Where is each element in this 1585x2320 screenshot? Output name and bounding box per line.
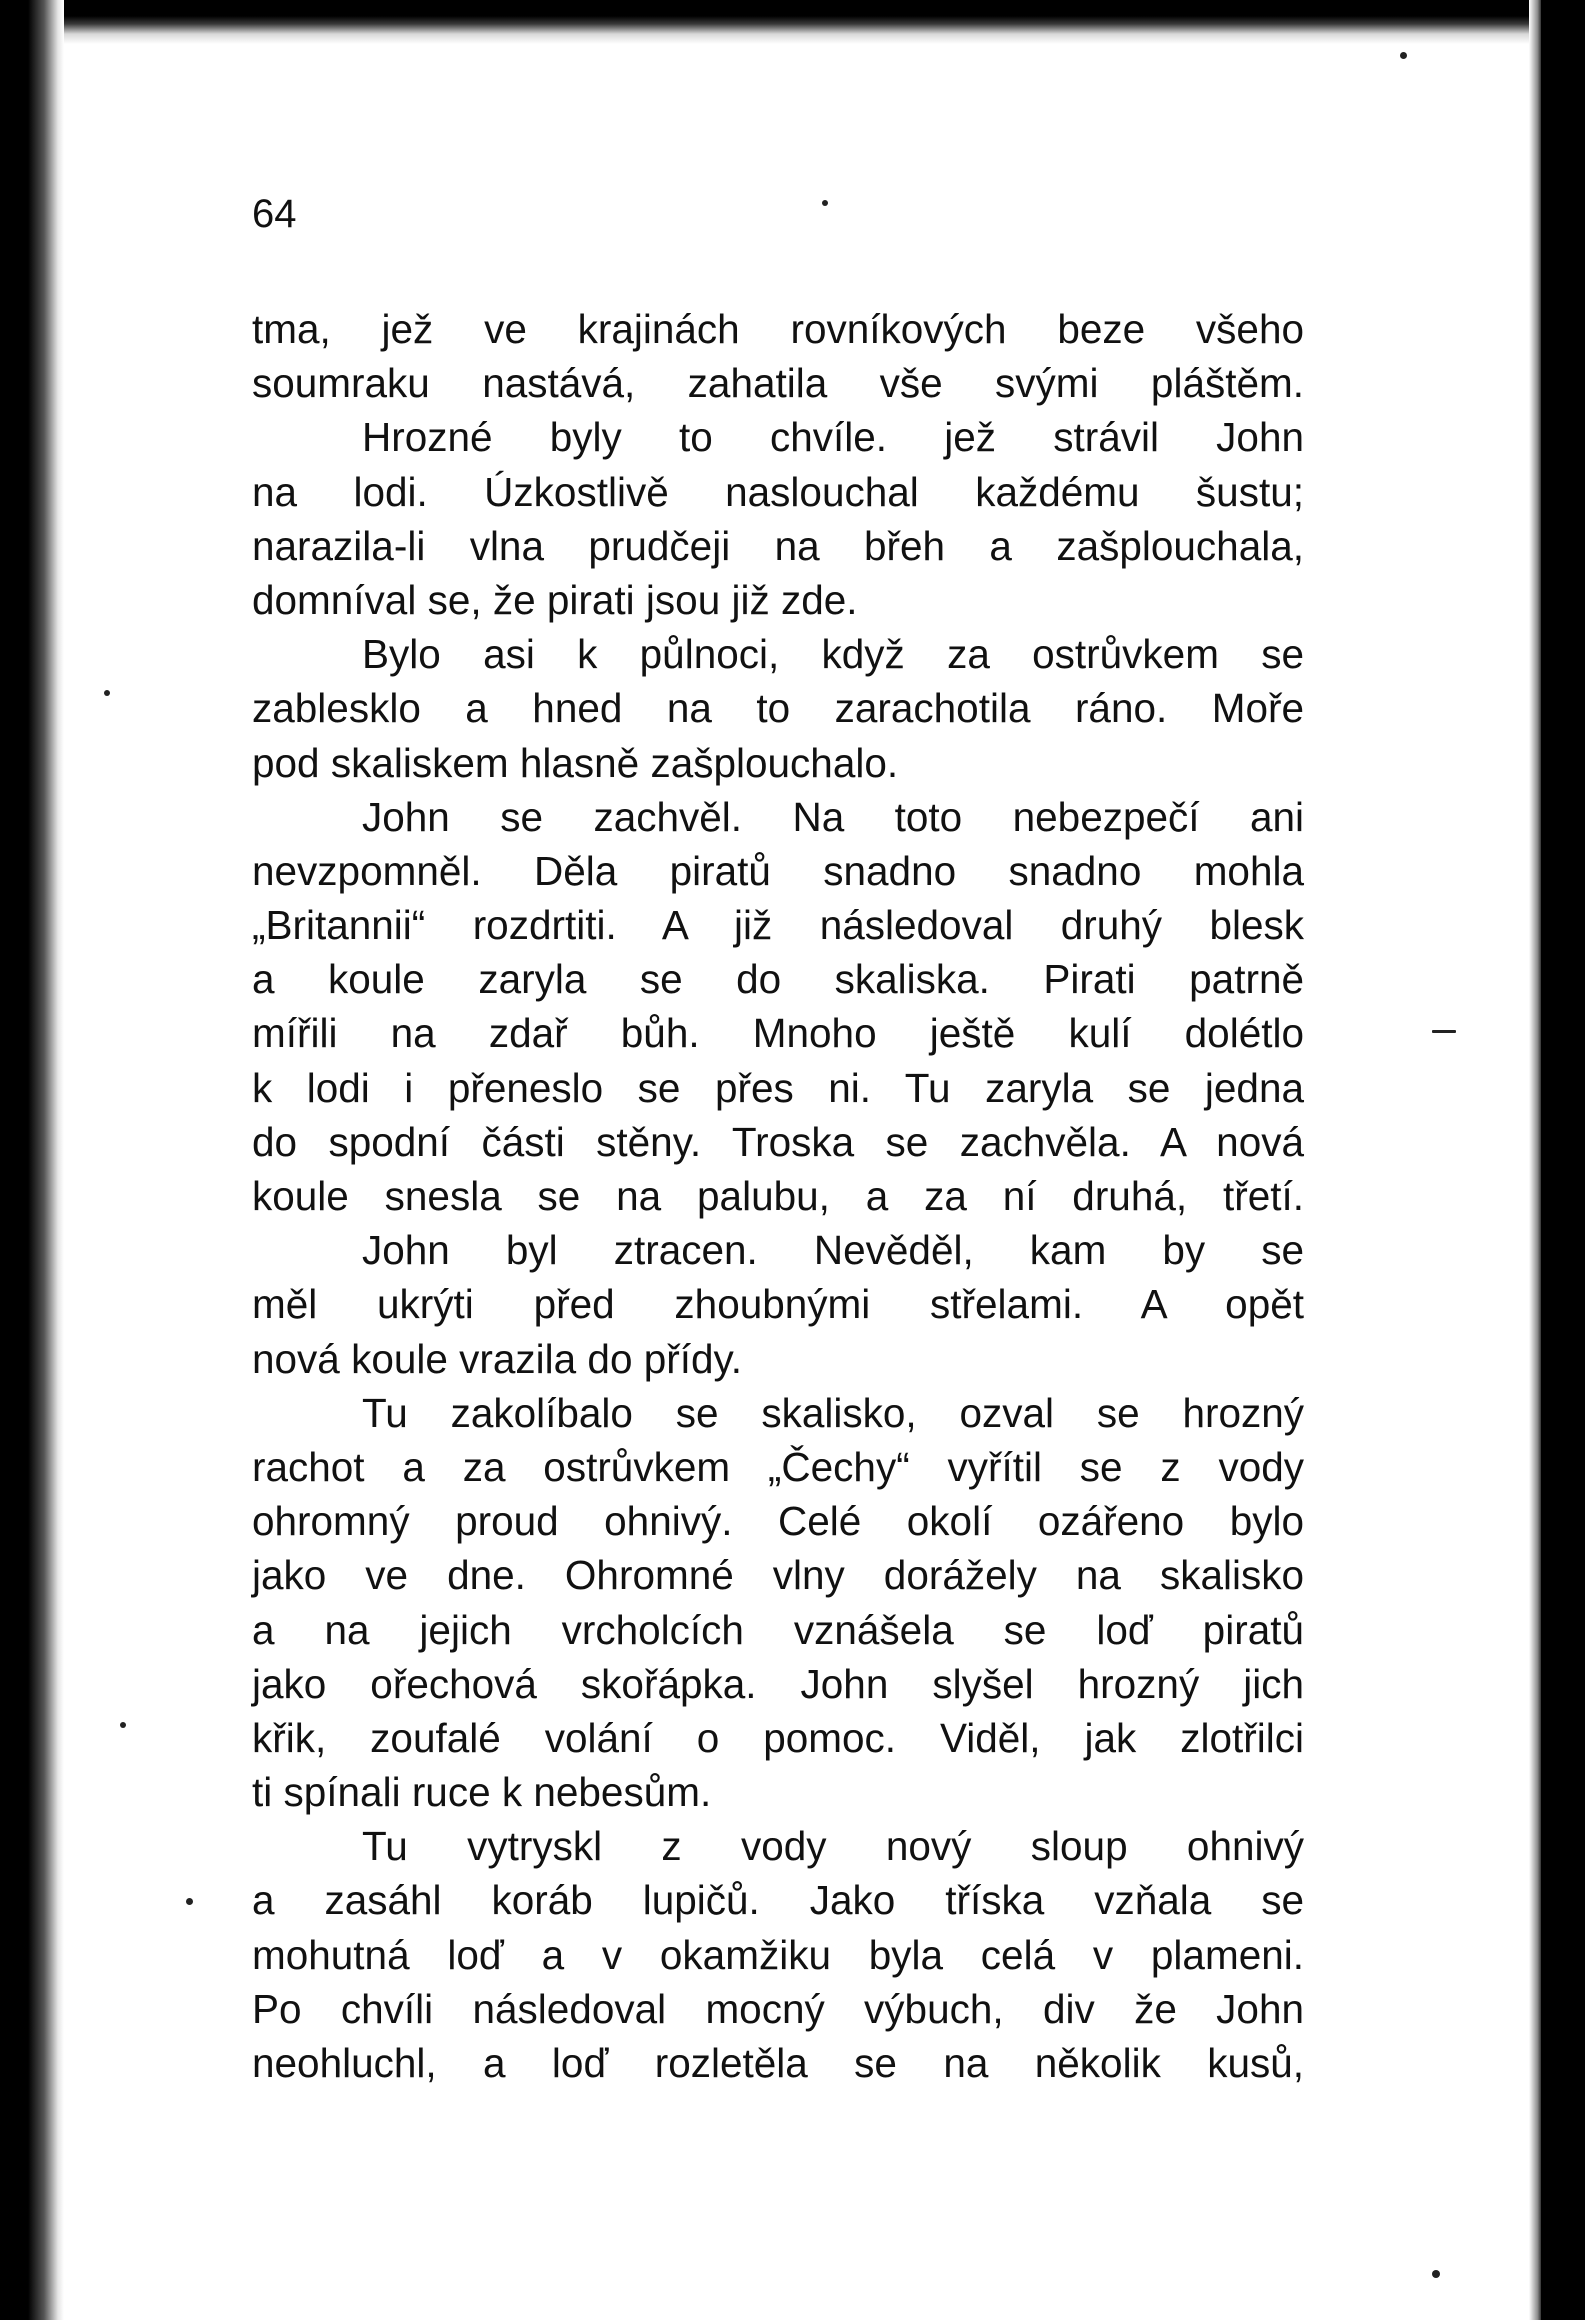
text-line: jako ve dne. Ohromné vlny dorážely na skalisko [252, 1552, 1304, 1599]
text-line: soumraku nastává, zahatila vše svými pláštěm. [252, 360, 1304, 407]
text-line: Tu zakolíbalo se skalisko, ozval se hrozný [362, 1389, 1304, 1436]
dust-speck [1432, 1030, 1456, 1033]
text-line: zablesklo a hned na to zarachotila ráno. Moře [252, 685, 1304, 732]
text-line: a na jejich vrcholcích vznášela se loď piratů [252, 1606, 1304, 1653]
text-line: jako ořechová skořápka. John slyšel hrozný jich [252, 1660, 1304, 1707]
dust-speck [104, 690, 110, 696]
text-line: k lodi i přeneslo se přes ni. Tu zaryla se jedna [252, 1064, 1304, 1111]
page-body [252, 190, 1312, 2090]
text-line: koule snesla se na palubu, a za ní druhá, třetí. [252, 1173, 1304, 1219]
text-line: a koule zaryla se do skaliska. Pirati patrně [252, 956, 1304, 1003]
dust-speck [1432, 2270, 1440, 2278]
text-line: mířili na zdař bůh. Mnoho ještě kulí dolétlo [252, 1010, 1304, 1057]
text-line: pod skaliskem hlasně zašplouchalo. [252, 739, 899, 786]
text-line: křik, zoufalé volání o pomoc. Viděl, jak zlotřilci [252, 1714, 1304, 1761]
text-line: John byl ztracen. Nevěděl, kam by se [362, 1227, 1304, 1274]
text-line: na lodi. Úzkostlivě naslouchal každému šustu; [252, 468, 1304, 515]
scan-right-border [1541, 0, 1585, 2320]
dust-speck [1400, 52, 1407, 59]
text-line: nová koule vrazila do přídy. [252, 1335, 743, 1382]
text-line: John se zachvěl. Na toto nebezpečí ani [362, 793, 1304, 840]
text-line: Hrozné byly to chvíle. jež strávil John [362, 414, 1304, 461]
text-line: ohromný proud ohnivý. Celé okolí ozářeno bylo [252, 1498, 1304, 1545]
scan-left-border [0, 0, 64, 2320]
page-number: 64 [252, 192, 297, 236]
text-line: „Britannii“ rozdrtiti. A již následoval druhý blesk [252, 902, 1304, 949]
body-text [252, 302, 1312, 2090]
text-line: rachot a za ostrůvkem „Čechy“ vyřítil se z vody [252, 1443, 1304, 1490]
text-line: Po chvíli následoval mocný výbuch, div že John [252, 1985, 1304, 2032]
text-line: Tu vytryskl z vody nový sloup ohnivý [362, 1823, 1304, 1870]
text-line: tma, jež ve krajinách rovníkových beze všeho [252, 306, 1304, 352]
dust-speck [120, 1722, 126, 1728]
dust-speck [186, 1898, 193, 1905]
text-line: narazila-li vlna prudčeji na břeh a zašplouchala, [252, 522, 1304, 569]
scan-top-border [0, 0, 1585, 44]
text-line: Bylo asi k půlnoci, když za ostrůvkem se [362, 631, 1304, 678]
text-line: a zasáhl koráb lupičů. Jako tříska vzňala se [252, 1877, 1304, 1924]
text-line: domníval se, že pirati jsou již zde. [252, 576, 858, 623]
text-line: ti spínali ruce k nebesům. [252, 1769, 712, 1816]
text-line: mohutná loď a v okamžiku byla celá v plameni. [252, 1931, 1304, 1978]
text-line: do spodní části stěny. Troska se zachvěla. A nová [252, 1118, 1304, 1165]
text-line: neohluchl, a loď rozletěla se na několik kusů, [252, 2040, 1304, 2086]
text-line: měl ukrýti před zhoubnými střelami. A opět [252, 1281, 1304, 1328]
text-line: nevzpomněl. Děla piratů snadno snadno mohla [252, 847, 1304, 894]
